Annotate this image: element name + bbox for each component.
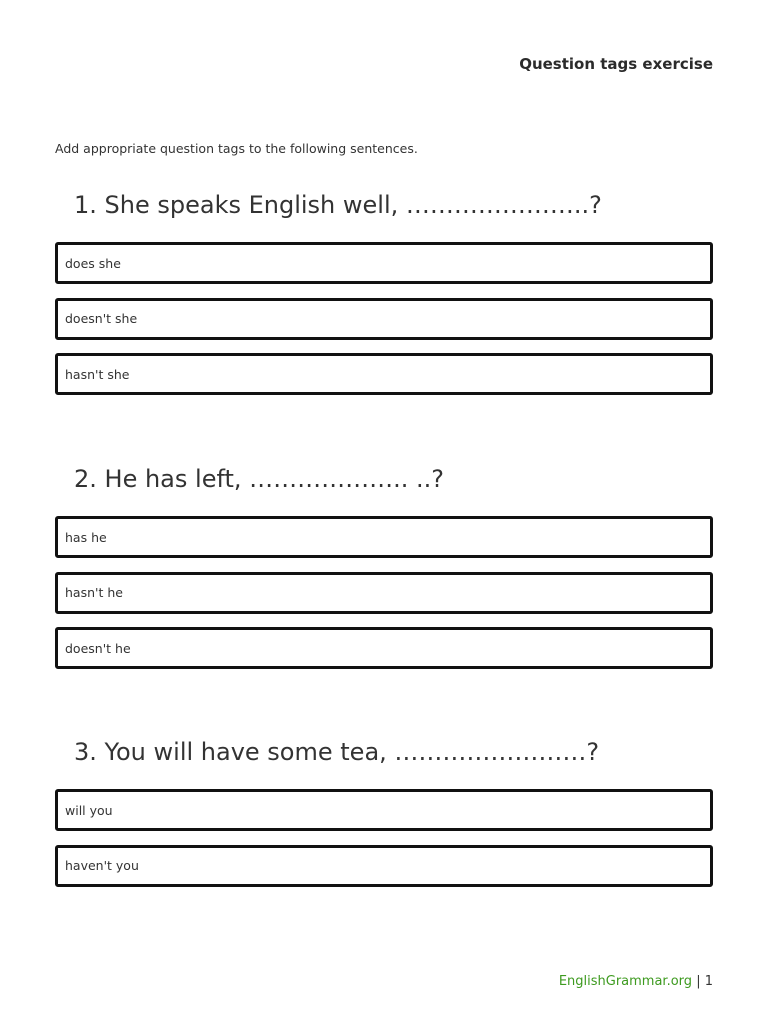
- answer-option-has-he[interactable]: has he: [55, 516, 713, 558]
- question-2: [55, 464, 713, 683]
- question-text: 2. He has left, ……………….. ..?: [74, 465, 445, 493]
- site-brand-link[interactable]: EnglishGrammar.org: [558, 974, 693, 989]
- question-3: [55, 737, 713, 900]
- answer-options: [55, 789, 713, 887]
- answer-option-hasnt-she[interactable]: hasn't she: [55, 353, 713, 395]
- answer-options: [55, 242, 713, 395]
- answer-option-will-you[interactable]: will you: [55, 789, 713, 831]
- question-text: 1. She speaks English well, …………………..?: [74, 191, 602, 219]
- question-text: 3. You will have some tea, ……………………?: [74, 738, 600, 766]
- question-1: [55, 190, 713, 409]
- answer-option-doesnt-she[interactable]: doesn't she: [55, 298, 713, 340]
- footer-separator: |: [696, 974, 701, 989]
- page-number: 1: [704, 974, 713, 989]
- answer-option-havent-you[interactable]: haven't you: [55, 845, 713, 887]
- page-title: Question tags exercise: [519, 55, 713, 73]
- page-footer: [559, 974, 713, 989]
- answer-option-hasnt-he[interactable]: hasn't he: [55, 572, 713, 614]
- answer-option-doesnt-he[interactable]: doesn't he: [55, 627, 713, 669]
- answer-option-does-she[interactable]: does she: [55, 242, 713, 284]
- answer-options: [55, 516, 713, 669]
- instructions-text: Add appropriate question tags to the following sentences.: [55, 141, 418, 156]
